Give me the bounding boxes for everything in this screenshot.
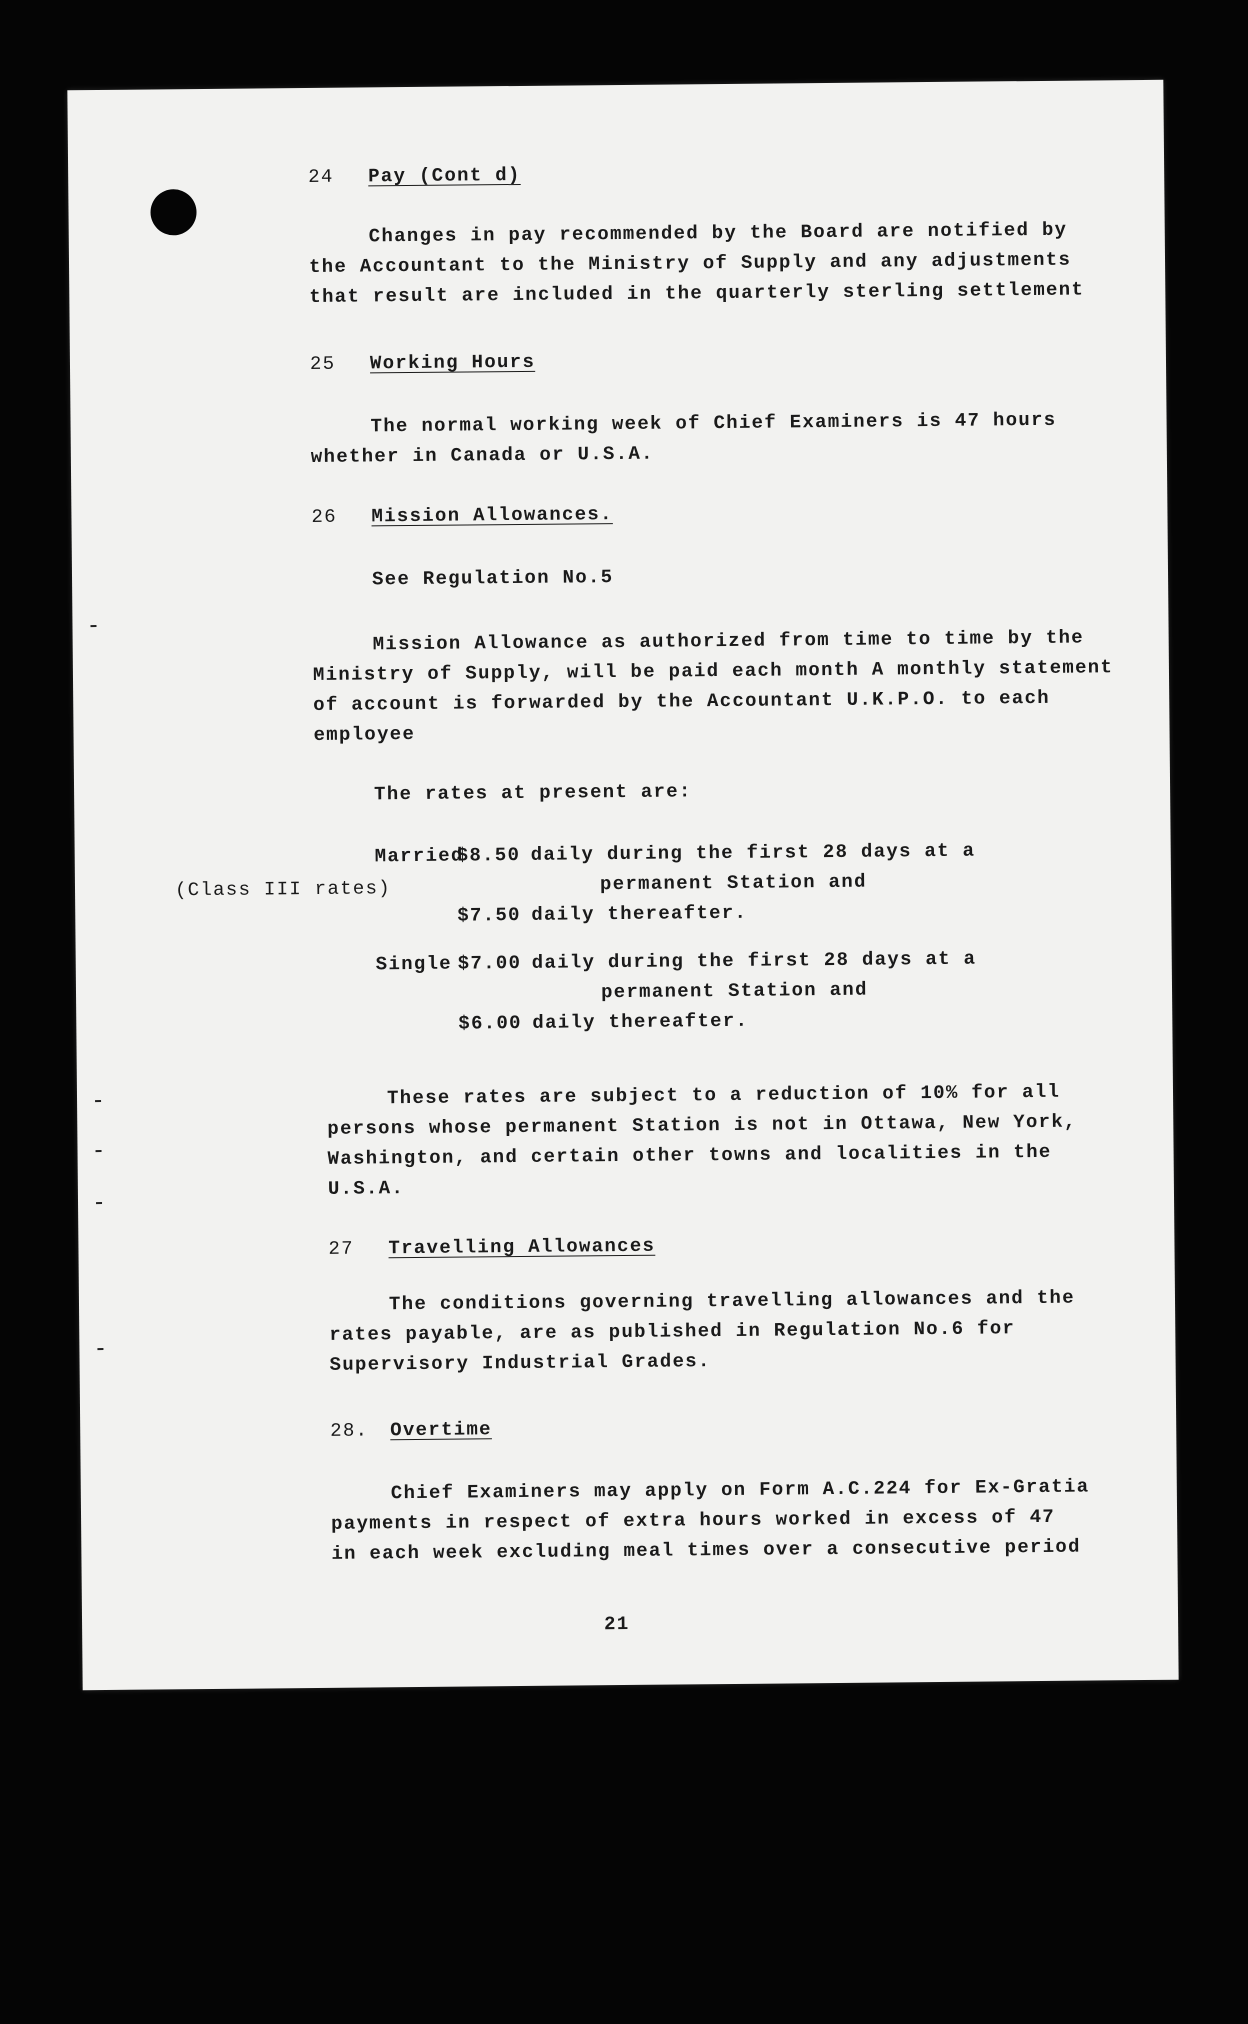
punch-hole — [150, 189, 196, 235]
body-line: that result are included in the quarterly sterling settlement — [309, 278, 1085, 308]
section-number: 28. — [330, 1419, 369, 1442]
regulation-reference: See Regulation No.5 — [371, 566, 614, 591]
rate-text: permanent Station and — [600, 978, 868, 1004]
body-line: Supervisory Industrial Grades. — [329, 1350, 711, 1376]
rate-value: $6.00 — [458, 1011, 522, 1035]
body-line: Chief Examiners may apply on Form A.C.224 for Ex-Gratia — [390, 1475, 1090, 1505]
body-line: the Accountant to the Ministry of Supply and any adjustments — [308, 248, 1072, 278]
body-line: The conditions governing travelling allowances and the — [388, 1286, 1075, 1316]
margin-mark — [96, 1202, 102, 1204]
body-line: employee — [313, 722, 416, 746]
section-number: 26 — [311, 505, 337, 528]
section-number: 25 — [309, 352, 336, 375]
body-line: Mission Allowance as authorized from time to time by the — [372, 626, 1085, 656]
body-line: rates payable, are as published in Regulation No.6 for — [329, 1317, 1016, 1346]
section-heading: Mission Allowances. — [371, 503, 613, 528]
body-line: payments in respect of extra hours worked in excess of 47 — [331, 1505, 1056, 1535]
rate-text: daily during the first 28 days at a — [531, 947, 977, 974]
class-note: (Class III rates) — [174, 877, 392, 902]
document-page — [67, 80, 1178, 1690]
section-heading: Overtime — [390, 1418, 492, 1442]
rate-value: $7.50 — [457, 903, 521, 927]
section-number: 27 — [328, 1237, 354, 1260]
body-line: persons whose permanent Station is not in Ottawa, New York, — [327, 1110, 1077, 1140]
rate-text: daily thereafter. — [531, 901, 748, 926]
body-line: of account is forwarded by the Accountant U.K.P.O. to each — [313, 686, 1051, 716]
body-line: Changes in pay recommended by the Board are notified by — [368, 218, 1068, 248]
rates-intro: The rates at present are: — [374, 780, 692, 806]
rate-label-married: Married — [374, 844, 464, 868]
section-heading: Pay (Cont d) — [368, 163, 521, 188]
section-heading: Working Hours — [369, 350, 536, 375]
body-line: The normal working week of Chief Examiners is 47 hours — [370, 408, 1057, 438]
rate-value: $7.00 — [457, 951, 522, 975]
body-line: U.S.A. — [327, 1177, 405, 1200]
body-line: These rates are subject to a reduction of 10% for all — [386, 1080, 1061, 1110]
rate-text: daily thereafter. — [532, 1009, 749, 1034]
page-number: 21 — [603, 1612, 630, 1636]
body-line: whether in Canada or U.S.A. — [310, 442, 654, 468]
rate-text: daily during the first 28 days at a — [530, 839, 976, 866]
section-number: 24 — [308, 165, 334, 188]
rate-text: permanent Station and — [599, 870, 867, 896]
rate-label-single: Single — [375, 952, 453, 976]
margin-mark — [95, 1100, 101, 1102]
margin-mark — [90, 625, 96, 627]
margin-mark — [96, 1150, 102, 1152]
rate-value: $8.50 — [456, 843, 521, 867]
body-line: in each week excluding meal times over a consecutive period — [331, 1535, 1081, 1565]
body-line: Ministry of Supply, will be paid each month A monthly statement — [312, 656, 1114, 686]
section-heading: Travelling Allowances — [388, 1234, 656, 1260]
body-line: Washington, and certain other towns and localities in the — [327, 1140, 1052, 1170]
margin-mark — [97, 1348, 103, 1350]
